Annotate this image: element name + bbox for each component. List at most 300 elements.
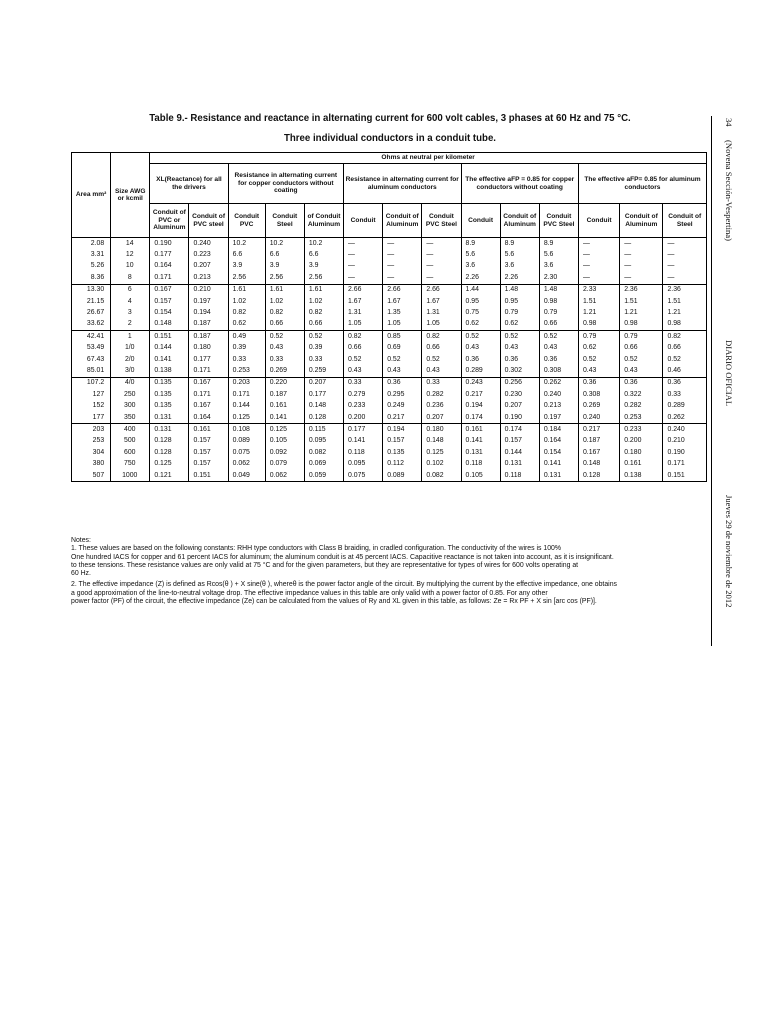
table-cell: 10.2 bbox=[228, 238, 265, 250]
table-cell: 0.52 bbox=[344, 354, 383, 365]
page-header-sidebar bbox=[722, 118, 740, 638]
table-cell: 0.177 bbox=[344, 424, 383, 436]
table-cell: 0.33 bbox=[304, 354, 343, 365]
table-cell: 0.33 bbox=[344, 377, 383, 389]
table-cell: 0.171 bbox=[150, 272, 189, 284]
table-cell: 0.75 bbox=[461, 307, 500, 318]
table-cell: 0.157 bbox=[150, 296, 189, 307]
table-cell: 13.30 bbox=[72, 284, 111, 296]
table-cell: 0.187 bbox=[189, 319, 228, 331]
table-cell: 2.66 bbox=[422, 284, 461, 296]
table-cell: 0.121 bbox=[150, 470, 189, 482]
note-1-line-4: 60 Hz. bbox=[71, 570, 91, 578]
table-cell: — bbox=[620, 272, 663, 284]
table-cell: 152 bbox=[72, 400, 111, 411]
table-cell: 1.05 bbox=[383, 319, 422, 331]
table-cell: 2.56 bbox=[304, 272, 343, 284]
table-cell: 3.9 bbox=[304, 261, 343, 272]
subheader-cell: Conduit of Aluminum bbox=[620, 204, 663, 238]
table-cell: 0.131 bbox=[150, 424, 189, 436]
table-cell: 0.167 bbox=[189, 377, 228, 389]
table-cell: 0.144 bbox=[500, 447, 539, 458]
table-cell: 0.36 bbox=[461, 354, 500, 365]
table-cell: 0.157 bbox=[189, 447, 228, 458]
table-cell: 0.148 bbox=[304, 400, 343, 411]
table-cell: 0.118 bbox=[344, 447, 383, 458]
table-cell: 0.39 bbox=[304, 343, 343, 354]
table-cell: 0.095 bbox=[304, 436, 343, 447]
table-cell: — bbox=[344, 238, 383, 250]
table-cell: 2.56 bbox=[228, 272, 265, 284]
table-cell: 0.157 bbox=[500, 436, 539, 447]
table-cell: 33.62 bbox=[72, 319, 111, 331]
table-cell: 0.233 bbox=[344, 400, 383, 411]
table-cell: 0.52 bbox=[620, 354, 663, 365]
table-cell: 2.26 bbox=[461, 272, 500, 284]
table-cell: 0.141 bbox=[539, 458, 578, 469]
table-cell: 0.36 bbox=[578, 377, 619, 389]
table-cell: 0.144 bbox=[150, 343, 189, 354]
table-row bbox=[72, 436, 707, 447]
table-cell: 127 bbox=[72, 389, 111, 400]
table-title: Table 9.- Resistance and reactance in alternating current for 600 volt cables, 3 phases at 60 Hz and 75 °C. bbox=[149, 112, 631, 124]
table-cell: 0.85 bbox=[383, 331, 422, 343]
table-cell: 0.164 bbox=[539, 436, 578, 447]
table-cell: 3 bbox=[111, 307, 150, 318]
subheader-cell: Conduit bbox=[461, 204, 500, 238]
table-cell: 177 bbox=[72, 412, 111, 424]
table-cell: 0.141 bbox=[150, 354, 189, 365]
table-cell: 1.05 bbox=[422, 319, 461, 331]
table-cell: 0.141 bbox=[265, 412, 304, 424]
note-2-line-1: 2. The effective impedance (Z) is defined as Rcos(θ ) + X sine(θ ), whereθ is the power factor angle of the circuit. By multiplying the current by the effective impedance, one obtains bbox=[71, 581, 617, 589]
notes-section bbox=[71, 537, 711, 606]
table-cell: 0.128 bbox=[150, 447, 189, 458]
table-cell: 1.02 bbox=[304, 296, 343, 307]
table-cell: 0.187 bbox=[189, 331, 228, 343]
header-reactance: XL(Reactance) for all the drivers bbox=[150, 164, 228, 204]
table-cell: 0.269 bbox=[578, 400, 619, 411]
table-cell: 0.43 bbox=[265, 343, 304, 354]
table-cell: 4/0 bbox=[111, 377, 150, 389]
table-cell: 0.52 bbox=[461, 331, 500, 343]
table-cell: 0.174 bbox=[461, 412, 500, 424]
table-cell: 1.61 bbox=[304, 284, 343, 296]
sidebar-rule bbox=[711, 116, 712, 646]
header-effective-copper: The effective aFP = 0.85 for copper conductors without coating bbox=[461, 164, 578, 204]
table-cell: 0.43 bbox=[422, 365, 461, 377]
table-row bbox=[72, 319, 707, 331]
table-cell: 3.6 bbox=[500, 261, 539, 272]
table-row bbox=[72, 331, 707, 343]
table-cell: 2.08 bbox=[72, 238, 111, 250]
table-cell: 0.262 bbox=[663, 412, 707, 424]
table-cell: 0.46 bbox=[663, 365, 707, 377]
header-area: Area mm² bbox=[72, 153, 111, 238]
table-cell: 0.33 bbox=[663, 389, 707, 400]
table-cell: 0.95 bbox=[500, 296, 539, 307]
table-cell: — bbox=[383, 261, 422, 272]
table-cell: 2.66 bbox=[383, 284, 422, 296]
table-cell: 8.36 bbox=[72, 272, 111, 284]
table-cell: 0.308 bbox=[539, 365, 578, 377]
table-cell: 0.207 bbox=[304, 377, 343, 389]
note-1-line-3: to these tensions. These resistance values are only valid at 75 °C and for the given parameters, but they are representative for types of wires for 600 volts operating at bbox=[71, 561, 579, 569]
table-cell: 1.02 bbox=[228, 296, 265, 307]
table-cell: 0.187 bbox=[578, 436, 619, 447]
table-cell: 0.36 bbox=[620, 377, 663, 389]
table-cell: 0.279 bbox=[344, 389, 383, 400]
table-cell: 0.062 bbox=[228, 458, 265, 469]
table-cell: 0.308 bbox=[578, 389, 619, 400]
table-cell: 300 bbox=[111, 400, 150, 411]
table-cell: 0.092 bbox=[265, 447, 304, 458]
table-cell: 0.164 bbox=[150, 261, 189, 272]
table-cell: 0.082 bbox=[304, 447, 343, 458]
table-cell: 10.2 bbox=[265, 238, 304, 250]
table-cell: — bbox=[578, 261, 619, 272]
table-cell: 0.180 bbox=[422, 424, 461, 436]
subheader-cell: Conduit PVC Steel bbox=[539, 204, 578, 238]
table-row bbox=[72, 447, 707, 458]
table-row bbox=[72, 343, 707, 354]
table-cell: 2 bbox=[111, 319, 150, 331]
table-cell: 0.98 bbox=[578, 319, 619, 331]
table-cell: 0.210 bbox=[663, 436, 707, 447]
table-cell: 0.240 bbox=[663, 424, 707, 436]
table-cell: 0.33 bbox=[422, 377, 461, 389]
table-cell: 0.210 bbox=[189, 284, 228, 296]
table-cell: 0.240 bbox=[578, 412, 619, 424]
table-cell: 0.207 bbox=[189, 261, 228, 272]
table-cell: 0.161 bbox=[189, 424, 228, 436]
table-cell: — bbox=[620, 261, 663, 272]
table-cell: 0.095 bbox=[344, 458, 383, 469]
table-cell: 0.135 bbox=[383, 447, 422, 458]
table-cell: 0.43 bbox=[500, 343, 539, 354]
table-cell: 1.48 bbox=[500, 284, 539, 296]
subheader-cell: Conduit of Steel bbox=[663, 204, 707, 238]
table-cell: 0.059 bbox=[304, 470, 343, 482]
table-cell: 0.151 bbox=[189, 470, 228, 482]
table-cell: 6.6 bbox=[228, 249, 265, 260]
table-cell: 253 bbox=[72, 436, 111, 447]
table-cell: 0.223 bbox=[189, 249, 228, 260]
table-cell: 0.43 bbox=[344, 365, 383, 377]
table-cell: 350 bbox=[111, 412, 150, 424]
table-cell: 1.21 bbox=[620, 307, 663, 318]
table-cell: 0.36 bbox=[383, 377, 422, 389]
table-cell: 1.51 bbox=[578, 296, 619, 307]
table-cell: 0.157 bbox=[383, 436, 422, 447]
note-1-line-1: 1. These values are based on the following constants: RHH type conductors with Class B braiding, in cradled configuration. The conductivity of the wires is 100% bbox=[71, 545, 562, 553]
table-cell: 2.66 bbox=[344, 284, 383, 296]
table-cell: 0.52 bbox=[663, 354, 707, 365]
table-cell: 8.9 bbox=[539, 238, 578, 250]
resistance-reactance-table bbox=[71, 152, 707, 482]
table-cell: 2.36 bbox=[620, 284, 663, 296]
table-cell: 0.171 bbox=[189, 365, 228, 377]
table-cell: 21.15 bbox=[72, 296, 111, 307]
table-cell: 0.151 bbox=[663, 470, 707, 482]
subheader-cell: Conduit of Aluminum bbox=[500, 204, 539, 238]
table-cell: — bbox=[663, 249, 707, 260]
table-cell: 0.174 bbox=[500, 424, 539, 436]
notes-heading: Notes: bbox=[71, 537, 91, 544]
table-cell: 0.118 bbox=[461, 458, 500, 469]
table-cell: 0.180 bbox=[620, 447, 663, 458]
table-cell: 0.125 bbox=[422, 447, 461, 458]
table-cell: 1.61 bbox=[265, 284, 304, 296]
table-cell: 0.161 bbox=[265, 400, 304, 411]
table-cell: 1.31 bbox=[422, 307, 461, 318]
table-cell: — bbox=[422, 272, 461, 284]
table-cell: 0.62 bbox=[228, 319, 265, 331]
table-cell: 1.48 bbox=[539, 284, 578, 296]
table-cell: 3.6 bbox=[461, 261, 500, 272]
table-cell: 1.21 bbox=[663, 307, 707, 318]
table-row bbox=[72, 238, 707, 250]
table-cell: 0.141 bbox=[344, 436, 383, 447]
table-cell: 0.154 bbox=[539, 447, 578, 458]
table-cell: 0.220 bbox=[265, 377, 304, 389]
table-cell: 3.9 bbox=[228, 261, 265, 272]
table-row bbox=[72, 272, 707, 284]
table-cell: 0.187 bbox=[265, 389, 304, 400]
publication-date: Jueves 29 de noviembre de 2012 bbox=[724, 495, 734, 608]
table-cell: 0.164 bbox=[189, 412, 228, 424]
table-cell: 380 bbox=[72, 458, 111, 469]
table-cell: 0.39 bbox=[228, 343, 265, 354]
table-cell: 0.98 bbox=[663, 319, 707, 331]
table-cell: 0.105 bbox=[461, 470, 500, 482]
table-cell: 1.44 bbox=[461, 284, 500, 296]
table-cell: 0.69 bbox=[383, 343, 422, 354]
table-cell: 0.66 bbox=[265, 319, 304, 331]
subheader-cell: Conduit Steel bbox=[265, 204, 304, 238]
table-cell: 0.197 bbox=[539, 412, 578, 424]
subheader-cell: Conduit of PVC steel bbox=[189, 204, 228, 238]
table-cell: 10 bbox=[111, 261, 150, 272]
header-size: Size AWG or kcmil bbox=[111, 153, 150, 238]
table-cell: 0.52 bbox=[422, 354, 461, 365]
table-row bbox=[72, 261, 707, 272]
table-cell: — bbox=[422, 261, 461, 272]
table-cell: 250 bbox=[111, 389, 150, 400]
table-row bbox=[72, 365, 707, 377]
table-cell: 1.67 bbox=[422, 296, 461, 307]
table-cell: 0.66 bbox=[344, 343, 383, 354]
table-cell: 0.197 bbox=[189, 296, 228, 307]
header-effective-aluminum: The effective aFP= 0.85 for aluminum conductors bbox=[578, 164, 706, 204]
table-cell: 0.135 bbox=[150, 400, 189, 411]
table-cell: 0.82 bbox=[422, 331, 461, 343]
table-cell: 0.62 bbox=[500, 319, 539, 331]
table-cell: 0.135 bbox=[150, 377, 189, 389]
table-cell: 5.6 bbox=[461, 249, 500, 260]
table-cell: 8.9 bbox=[461, 238, 500, 250]
table-cell: 5.6 bbox=[539, 249, 578, 260]
table-cell: 0.79 bbox=[500, 307, 539, 318]
table-cell: 0.36 bbox=[663, 377, 707, 389]
table-cell: — bbox=[422, 249, 461, 260]
table-cell: 0.157 bbox=[189, 436, 228, 447]
table-cell: 0.102 bbox=[422, 458, 461, 469]
table-cell: 0.33 bbox=[265, 354, 304, 365]
table-cell: — bbox=[344, 272, 383, 284]
table-cell: 0.259 bbox=[304, 365, 343, 377]
page-number: 34 bbox=[724, 118, 734, 127]
table-cell: 0.190 bbox=[663, 447, 707, 458]
table-cell: 0.213 bbox=[189, 272, 228, 284]
table-cell: — bbox=[383, 272, 422, 284]
table-cell: 0.98 bbox=[620, 319, 663, 331]
table-cell: 0.217 bbox=[383, 412, 422, 424]
table-cell: 0.262 bbox=[539, 377, 578, 389]
table-cell: 2.33 bbox=[578, 284, 619, 296]
table-cell: 3.31 bbox=[72, 249, 111, 260]
table-cell: 0.115 bbox=[304, 424, 343, 436]
table-cell: 0.52 bbox=[265, 331, 304, 343]
note-2-line-2: a good approximation of the line-to-neutral voltage drop. The effective impedance values in this table are only valid with a power factor of 0.85. For any other bbox=[71, 589, 548, 597]
table-cell: — bbox=[578, 249, 619, 260]
table-cell: 14 bbox=[111, 238, 150, 250]
table-cell: 1.35 bbox=[383, 307, 422, 318]
table-cell: 0.66 bbox=[422, 343, 461, 354]
table-cell: 0.118 bbox=[500, 470, 539, 482]
table-cell: 0.43 bbox=[539, 343, 578, 354]
table-cell: 0.105 bbox=[265, 436, 304, 447]
table-cell: 0.52 bbox=[500, 331, 539, 343]
table-cell: 0.177 bbox=[304, 389, 343, 400]
table-cell: 0.52 bbox=[578, 354, 619, 365]
table-cell: 0.138 bbox=[620, 470, 663, 482]
table-cell: 0.217 bbox=[461, 389, 500, 400]
table-cell: 0.049 bbox=[228, 470, 265, 482]
note-1-line-2: One hundred IACS for copper and 61 percent IACS for aluminum; the aluminum conduit is at 45 percent IACS. Capacitive reactance is not taken into account, as it is insignificant. bbox=[71, 553, 614, 561]
table-cell: 1.67 bbox=[344, 296, 383, 307]
table-cell: 0.66 bbox=[663, 343, 707, 354]
section-label: (Novena Sección-Vespertina) bbox=[724, 140, 734, 241]
table-cell: 1000 bbox=[111, 470, 150, 482]
table-row bbox=[72, 296, 707, 307]
table-cell: 0.256 bbox=[500, 377, 539, 389]
table-cell: 0.194 bbox=[383, 424, 422, 436]
table-row bbox=[72, 458, 707, 469]
table-cell: 0.295 bbox=[383, 389, 422, 400]
table-cell: 0.236 bbox=[422, 400, 461, 411]
table-row bbox=[72, 412, 707, 424]
table-cell: 1.51 bbox=[663, 296, 707, 307]
table-cell: 10.2 bbox=[304, 238, 343, 250]
table-cell: 0.089 bbox=[228, 436, 265, 447]
table-cell: 0.322 bbox=[620, 389, 663, 400]
table-cell: 0.207 bbox=[422, 412, 461, 424]
table-cell: 1.21 bbox=[578, 307, 619, 318]
table-cell: — bbox=[620, 249, 663, 260]
table-row bbox=[72, 424, 707, 436]
table-row bbox=[72, 354, 707, 365]
table-cell: 0.138 bbox=[150, 365, 189, 377]
table-cell: 0.82 bbox=[663, 331, 707, 343]
table-cell: 0.194 bbox=[189, 307, 228, 318]
table-cell: 0.302 bbox=[500, 365, 539, 377]
table-cell: 400 bbox=[111, 424, 150, 436]
table-cell: 0.36 bbox=[500, 354, 539, 365]
table-row bbox=[72, 377, 707, 389]
table-cell: 0.125 bbox=[265, 424, 304, 436]
table-row bbox=[72, 249, 707, 260]
table-subtitle: Three individual conductors in a conduit tube. bbox=[283, 132, 497, 144]
table-cell: 0.131 bbox=[461, 447, 500, 458]
journal-name: DIARIO OFICIAL bbox=[724, 340, 734, 407]
table-cell: 0.66 bbox=[539, 319, 578, 331]
table-row bbox=[72, 307, 707, 318]
subheader-cell: Conduit bbox=[344, 204, 383, 238]
table-cell: 500 bbox=[111, 436, 150, 447]
table-cell: 26.67 bbox=[72, 307, 111, 318]
table-cell: 507 bbox=[72, 470, 111, 482]
table-cell: 0.289 bbox=[461, 365, 500, 377]
note-2-line-3: power factor (PF) of the circuit, the effective impedance (Ze) can be calculated from the values of Ry and XL given in this table, as follows: Ze = Rx PF + X sin [arc cos (PF)]. bbox=[71, 598, 597, 606]
table-cell: — bbox=[663, 261, 707, 272]
table-cell: 1.61 bbox=[228, 284, 265, 296]
table-cell: — bbox=[383, 238, 422, 250]
table-cell: 0.98 bbox=[539, 296, 578, 307]
table-cell: 0.131 bbox=[500, 458, 539, 469]
table-cell: 0.43 bbox=[461, 343, 500, 354]
table-cell: 0.200 bbox=[344, 412, 383, 424]
table-cell: 2.26 bbox=[500, 272, 539, 284]
table-cell: 203 bbox=[72, 424, 111, 436]
table-cell: 0.66 bbox=[620, 343, 663, 354]
table-cell: 0.171 bbox=[228, 389, 265, 400]
table-cell: — bbox=[620, 238, 663, 250]
table-cell: 12 bbox=[111, 249, 150, 260]
table-cell: 0.269 bbox=[265, 365, 304, 377]
table-cell: 0.128 bbox=[150, 436, 189, 447]
table-cell: 1 bbox=[111, 331, 150, 343]
table-cell: 0.43 bbox=[578, 365, 619, 377]
table-cell: 0.144 bbox=[228, 400, 265, 411]
table-cell: 85.01 bbox=[72, 365, 111, 377]
table-cell: 6.6 bbox=[265, 249, 304, 260]
table-cell: 0.230 bbox=[500, 389, 539, 400]
table-cell: 107.2 bbox=[72, 377, 111, 389]
table-cell: 0.240 bbox=[539, 389, 578, 400]
table-cell: 0.079 bbox=[265, 458, 304, 469]
table-cell: 0.95 bbox=[461, 296, 500, 307]
table-cell: 0.184 bbox=[539, 424, 578, 436]
table-cell: 0.167 bbox=[150, 284, 189, 296]
table-cell: 4 bbox=[111, 296, 150, 307]
table-cell: 0.43 bbox=[620, 365, 663, 377]
table-cell: 6.6 bbox=[304, 249, 343, 260]
table-cell: 5.6 bbox=[500, 249, 539, 260]
table-cell: 0.200 bbox=[620, 436, 663, 447]
table-cell: 0.171 bbox=[189, 389, 228, 400]
table-cell: 0.075 bbox=[344, 470, 383, 482]
table-cell: — bbox=[383, 249, 422, 260]
table-cell: 0.082 bbox=[422, 470, 461, 482]
header-aluminum-resistance: Resistance in alternating current for aluminum conductors bbox=[344, 164, 461, 204]
table-cell: 0.125 bbox=[150, 458, 189, 469]
table-cell: 0.161 bbox=[461, 424, 500, 436]
table-cell: 0.148 bbox=[150, 319, 189, 331]
table-cell: 0.82 bbox=[344, 331, 383, 343]
table-cell: 0.112 bbox=[383, 458, 422, 469]
table-cell: 0.171 bbox=[663, 458, 707, 469]
